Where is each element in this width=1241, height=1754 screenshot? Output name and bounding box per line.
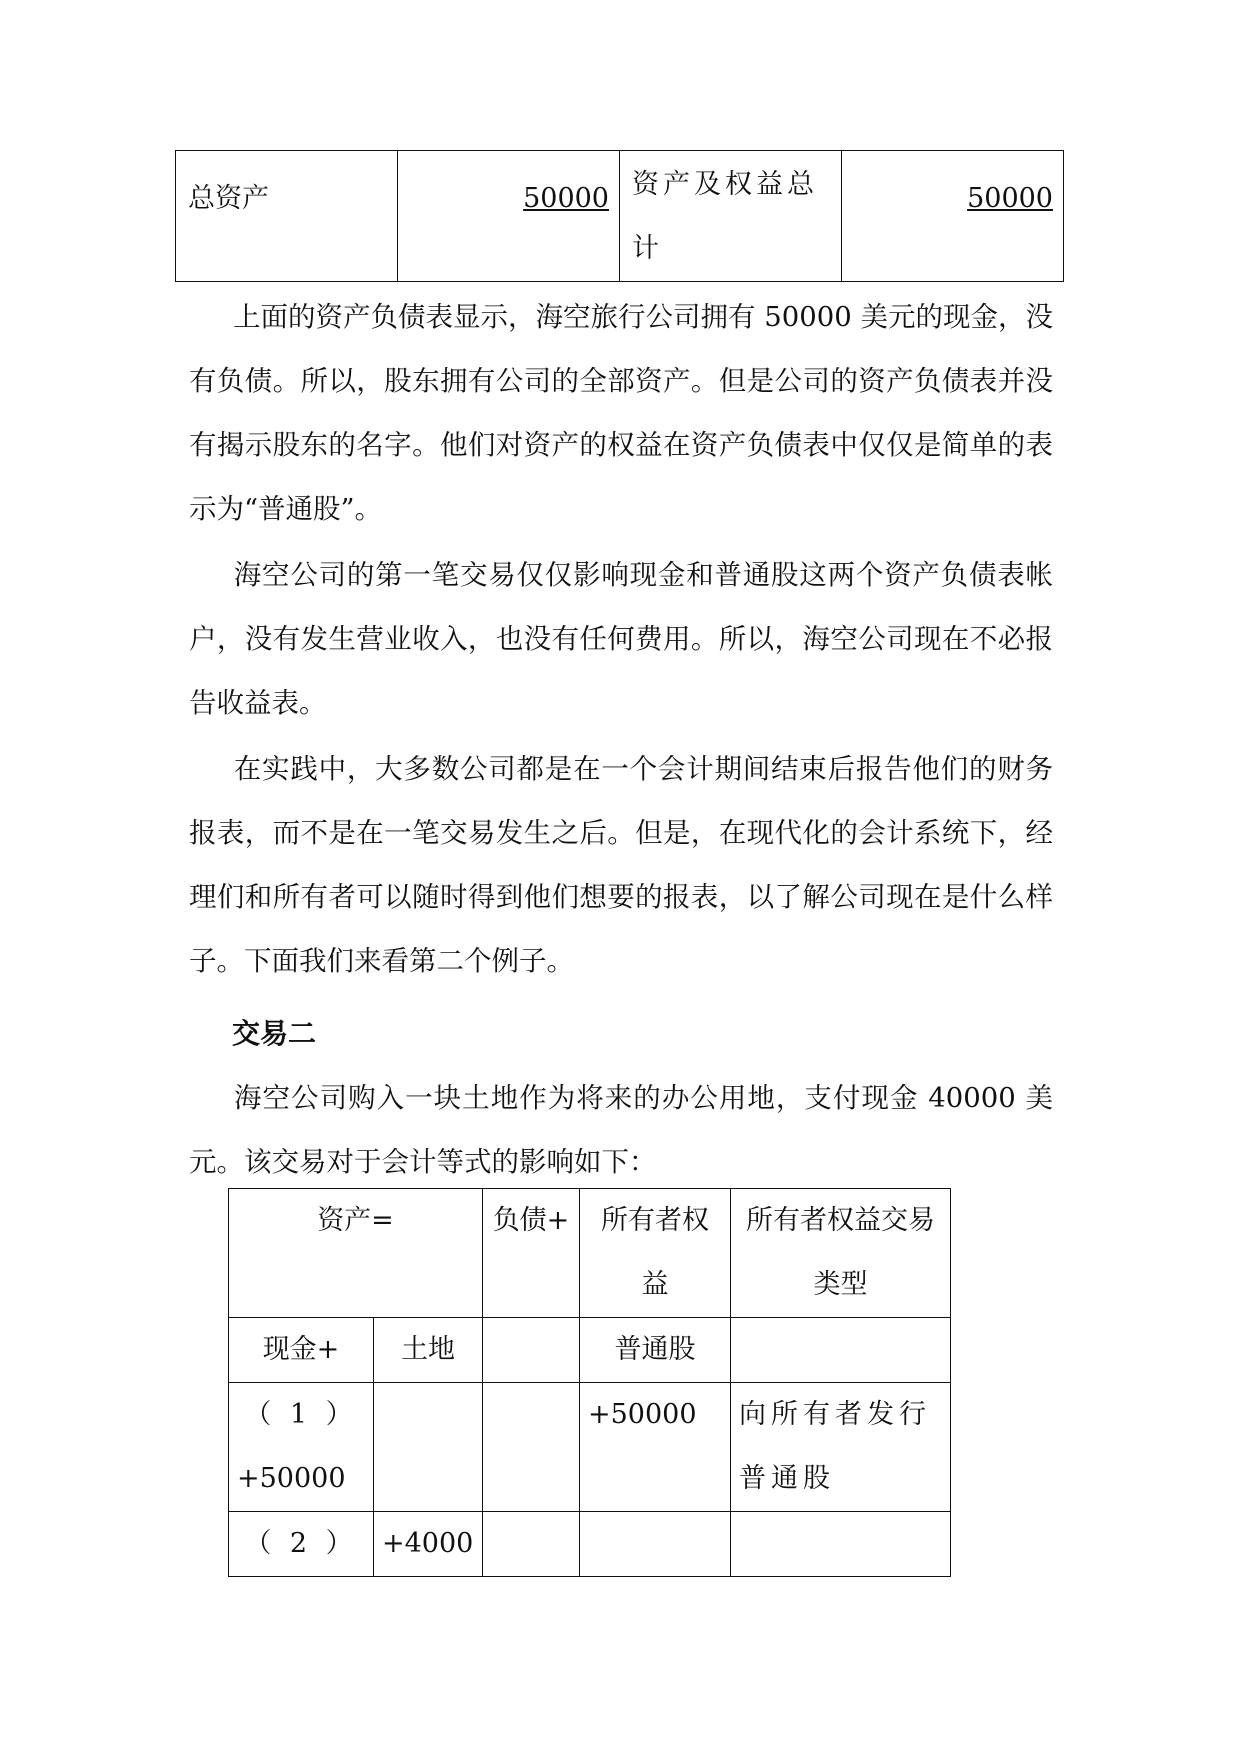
- table-row: [229, 1189, 951, 1318]
- header-assets: 资产=: [229, 1189, 483, 1318]
- total-assets-label: 总资产: [176, 151, 398, 282]
- table-row: [176, 151, 1064, 282]
- row-2-land: +4000: [374, 1512, 483, 1577]
- subheader-liabilities-empty: [483, 1318, 580, 1383]
- table-row: [229, 1318, 951, 1383]
- paragraph-1: 上面的资产负债表显示，海空旅行公司拥有 50000 美元的现金，没有负债。所以，股东拥有公司的全部资产。但是公司的资产负债表并没有揭示股东的名字。他们对资产的权益在资产负债表中仅仅是简单的表示为“普通股”。: [189, 301, 1053, 525]
- row-1-cash: +50000: [237, 1463, 346, 1494]
- paragraph-2: 海空公司的第一笔交易仅仅影响现金和普通股这两个资产负债表帐户，没有发生营业收入，也没有任何费用。所以，海空公司现在不必报告收益表。: [189, 559, 1053, 719]
- subheader-land: 土地: [374, 1318, 483, 1383]
- row-1-land: [374, 1383, 483, 1512]
- row-2-liabilities: [483, 1512, 580, 1577]
- row-1-label: （ 1 ）: [244, 1399, 358, 1430]
- row-2-type: [731, 1512, 951, 1577]
- total-assets-equity-value: 50000: [842, 151, 1064, 282]
- subheader-common-stock: 普通股: [580, 1318, 731, 1383]
- table-row: [229, 1383, 951, 1512]
- table-row: [229, 1512, 951, 1577]
- header-liabilities: 负债+: [483, 1189, 580, 1318]
- row-2-common-stock: [580, 1512, 731, 1577]
- row-1-common-stock: +50000: [580, 1383, 731, 1512]
- header-equity-type: 所有者权益交易类型: [731, 1189, 951, 1318]
- row-1-type: 向所有者发行普通股: [731, 1383, 951, 1512]
- row-1-liabilities: [483, 1383, 580, 1512]
- row-1-cash-cell: [229, 1383, 374, 1512]
- section-heading: 交易二: [232, 1017, 317, 1050]
- balance-summary-table: [175, 150, 1064, 282]
- row-2-label: （ 2 ）: [229, 1512, 374, 1577]
- transaction-table: [228, 1188, 951, 1577]
- subheader-cash: 现金+: [229, 1318, 374, 1383]
- paragraph-4: 海空公司购入一块土地作为将来的办公用地，支付现金 40000 美元。该交易对于会计等式的影响如下：: [189, 1082, 1053, 1178]
- total-assets-equity-label: 资产及权益总计: [620, 151, 842, 282]
- paragraph-3: 在实践中，大多数公司都是在一个会计期间结束后报告他们的财务报表，而不是在一笔交易发生之后。但是，在现代化的会计系统下，经理们和所有者可以随时得到他们想要的报表，以了解公司现在是什么样子。下面我们来看第二个例子。: [189, 753, 1053, 977]
- header-equity: 所有者权益: [580, 1189, 731, 1318]
- subheader-type-empty: [731, 1318, 951, 1383]
- total-assets-value: 50000: [398, 151, 620, 282]
